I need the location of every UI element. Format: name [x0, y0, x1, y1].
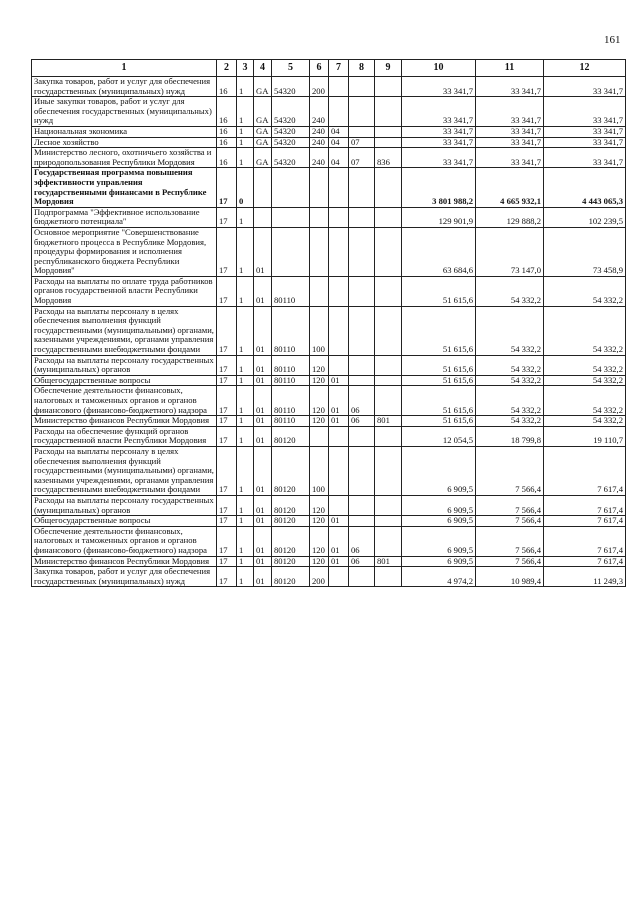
- table-row: [32, 276, 626, 306]
- code-cell: [329, 446, 349, 495]
- row-name: Расходы на обеспечение функций органов государственной власти Республики Мордовия: [32, 426, 217, 446]
- table-row: [32, 148, 626, 168]
- table-row: [32, 526, 626, 556]
- code-cell: 80110: [272, 276, 310, 306]
- code-cell: [375, 516, 402, 527]
- code-cell: 01: [329, 526, 349, 556]
- code-cell: 01: [329, 386, 349, 416]
- code-cell: 04: [329, 137, 349, 148]
- amount-cell: 18 799,8: [476, 426, 544, 446]
- code-cell: 1: [237, 375, 254, 386]
- amount-cell: 3 801 988,2: [402, 168, 476, 207]
- amount-cell: 33 341,7: [402, 97, 476, 127]
- amount-cell: 33 341,7: [402, 137, 476, 148]
- amount-cell: 73 147,0: [476, 227, 544, 276]
- column-header: 8: [349, 60, 375, 77]
- amount-cell: 33 341,7: [476, 137, 544, 148]
- code-cell: GA: [254, 126, 272, 137]
- code-cell: [349, 168, 375, 207]
- amount-cell: 33 341,7: [402, 126, 476, 137]
- amount-cell: 7 566,4: [476, 526, 544, 556]
- code-cell: 1: [237, 126, 254, 137]
- code-cell: [272, 227, 310, 276]
- code-cell: [375, 375, 402, 386]
- amount-cell: 54 332,2: [476, 375, 544, 386]
- code-cell: 06: [349, 556, 375, 567]
- code-cell: [375, 426, 402, 446]
- code-cell: 54320: [272, 137, 310, 148]
- code-cell: [329, 306, 349, 355]
- code-cell: 0: [237, 168, 254, 207]
- amount-cell: 33 341,7: [544, 137, 626, 148]
- code-cell: 17: [217, 416, 237, 427]
- table-row: [32, 556, 626, 567]
- amount-cell: 54 332,2: [544, 375, 626, 386]
- code-cell: 80110: [272, 416, 310, 427]
- code-cell: 120: [310, 386, 329, 416]
- code-cell: 80120: [272, 495, 310, 515]
- code-cell: 17: [217, 516, 237, 527]
- row-name: Основное мероприятие "Совершенствование бюджетного процесса в Республике Мордовия, процедуры формирования и исполнения республиканского бюджета Республики Мордовия": [32, 227, 217, 276]
- code-cell: 1: [237, 355, 254, 375]
- amount-cell: 51 615,6: [402, 355, 476, 375]
- amount-cell: 7 617,4: [544, 526, 626, 556]
- code-cell: [375, 227, 402, 276]
- code-cell: 240: [310, 137, 329, 148]
- code-cell: 01: [254, 355, 272, 375]
- code-cell: 17: [217, 276, 237, 306]
- code-cell: [375, 446, 402, 495]
- code-cell: 01: [254, 375, 272, 386]
- code-cell: [329, 567, 349, 587]
- code-cell: 17: [217, 386, 237, 416]
- code-cell: 80110: [272, 355, 310, 375]
- code-cell: 1: [237, 137, 254, 148]
- amount-cell: 6 909,5: [402, 526, 476, 556]
- amount-cell: 129 901,9: [402, 207, 476, 227]
- code-cell: [349, 227, 375, 276]
- code-cell: 80120: [272, 526, 310, 556]
- amount-cell: 54 332,2: [476, 355, 544, 375]
- row-name: Министерство финансов Республики Мордовия: [32, 556, 217, 567]
- code-cell: 54320: [272, 148, 310, 168]
- code-cell: [329, 355, 349, 375]
- code-cell: 16: [217, 148, 237, 168]
- code-cell: 01: [254, 446, 272, 495]
- amount-cell: 7 617,4: [544, 516, 626, 527]
- code-cell: [375, 137, 402, 148]
- code-cell: 04: [329, 148, 349, 168]
- code-cell: 100: [310, 306, 329, 355]
- code-cell: 01: [254, 556, 272, 567]
- code-cell: 120: [310, 556, 329, 567]
- amount-cell: 6 909,5: [402, 446, 476, 495]
- column-header: 2: [217, 60, 237, 77]
- code-cell: 07: [349, 137, 375, 148]
- code-cell: 80120: [272, 446, 310, 495]
- amount-cell: 73 458,9: [544, 227, 626, 276]
- code-cell: 80120: [272, 426, 310, 446]
- code-cell: [310, 276, 329, 306]
- column-header: 4: [254, 60, 272, 77]
- code-cell: 01: [254, 227, 272, 276]
- amount-cell: 7 617,4: [544, 556, 626, 567]
- amount-cell: 33 341,7: [544, 126, 626, 137]
- amount-cell: 33 341,7: [544, 97, 626, 127]
- amount-cell: 51 615,6: [402, 306, 476, 355]
- table-row: [32, 375, 626, 386]
- amount-cell: 63 684,6: [402, 227, 476, 276]
- table-row: [32, 516, 626, 527]
- code-cell: 01: [329, 375, 349, 386]
- table-row: [32, 126, 626, 137]
- code-cell: 240: [310, 126, 329, 137]
- code-cell: 120: [310, 495, 329, 515]
- amount-cell: 12 054,5: [402, 426, 476, 446]
- code-cell: 17: [217, 567, 237, 587]
- code-cell: 17: [217, 355, 237, 375]
- code-cell: [329, 276, 349, 306]
- row-name: Расходы на выплаты персоналу государственных (муниципальных) органов: [32, 355, 217, 375]
- code-cell: [349, 97, 375, 127]
- code-cell: [349, 446, 375, 495]
- code-cell: [375, 386, 402, 416]
- amount-cell: 54 332,2: [476, 306, 544, 355]
- code-cell: 1: [237, 306, 254, 355]
- header-row: [32, 60, 626, 77]
- code-cell: 17: [217, 556, 237, 567]
- code-cell: 01: [254, 426, 272, 446]
- code-cell: 80120: [272, 567, 310, 587]
- column-header: 7: [329, 60, 349, 77]
- code-cell: [349, 567, 375, 587]
- code-cell: 1: [237, 227, 254, 276]
- code-cell: 200: [310, 567, 329, 587]
- code-cell: [329, 227, 349, 276]
- amount-cell: 6 909,5: [402, 556, 476, 567]
- code-cell: GA: [254, 137, 272, 148]
- code-cell: 80120: [272, 556, 310, 567]
- code-cell: 17: [217, 227, 237, 276]
- amount-cell: 33 341,7: [476, 126, 544, 137]
- row-name: Государственная программа повышения эффективности управления государственными финансами в Республике Мордовия: [32, 168, 217, 207]
- code-cell: [375, 97, 402, 127]
- code-cell: 80120: [272, 516, 310, 527]
- code-cell: 17: [217, 495, 237, 515]
- table-row: [32, 207, 626, 227]
- code-cell: 1: [237, 526, 254, 556]
- code-cell: 01: [254, 567, 272, 587]
- code-cell: 801: [375, 556, 402, 567]
- code-cell: 04: [329, 126, 349, 137]
- code-cell: [375, 355, 402, 375]
- code-cell: 01: [254, 526, 272, 556]
- code-cell: 80110: [272, 386, 310, 416]
- amount-cell: 33 341,7: [402, 77, 476, 97]
- code-cell: 120: [310, 526, 329, 556]
- code-cell: [349, 207, 375, 227]
- code-cell: 801: [375, 416, 402, 427]
- table-row: [32, 77, 626, 97]
- row-name: Расходы на выплаты персоналу государственных (муниципальных) органов: [32, 495, 217, 515]
- code-cell: 1: [237, 97, 254, 127]
- code-cell: [349, 426, 375, 446]
- column-header: 6: [310, 60, 329, 77]
- row-name: Министерство лесного, охотничьего хозяйства и природопользования Республики Мордовия: [32, 148, 217, 168]
- amount-cell: 6 909,5: [402, 516, 476, 527]
- code-cell: 54320: [272, 97, 310, 127]
- code-cell: [349, 276, 375, 306]
- code-cell: 1: [237, 386, 254, 416]
- amount-cell: 51 615,6: [402, 276, 476, 306]
- budget-table: [31, 59, 626, 587]
- amount-cell: 7 566,4: [476, 516, 544, 527]
- code-cell: 01: [254, 516, 272, 527]
- code-cell: 1: [237, 567, 254, 587]
- code-cell: 01: [254, 495, 272, 515]
- code-cell: [349, 306, 375, 355]
- amount-cell: 33 341,7: [476, 148, 544, 168]
- amount-cell: 4 665 932,1: [476, 168, 544, 207]
- code-cell: 01: [254, 416, 272, 427]
- code-cell: 1: [237, 276, 254, 306]
- code-cell: 17: [217, 526, 237, 556]
- row-name: Национальная экономика: [32, 126, 217, 137]
- code-cell: [375, 526, 402, 556]
- amount-cell: 19 110,7: [544, 426, 626, 446]
- amount-cell: 51 615,6: [402, 375, 476, 386]
- code-cell: [329, 426, 349, 446]
- row-name: Подпрограмма "Эффективное использование бюджетного потенциала": [32, 207, 217, 227]
- amount-cell: 54 332,2: [476, 276, 544, 306]
- code-cell: 1: [237, 556, 254, 567]
- amount-cell: 129 888,2: [476, 207, 544, 227]
- code-cell: 06: [349, 526, 375, 556]
- code-cell: 120: [310, 355, 329, 375]
- table-row: [32, 355, 626, 375]
- column-header: 5: [272, 60, 310, 77]
- code-cell: 01: [254, 306, 272, 355]
- code-cell: 240: [310, 148, 329, 168]
- code-cell: [272, 207, 310, 227]
- amount-cell: 7 566,4: [476, 446, 544, 495]
- code-cell: 120: [310, 375, 329, 386]
- code-cell: [349, 495, 375, 515]
- code-cell: [375, 306, 402, 355]
- amount-cell: 7 617,4: [544, 495, 626, 515]
- row-name: Расходы на выплаты по оплате труда работников органов государственной власти Республики Мордовия: [32, 276, 217, 306]
- table-row: [32, 168, 626, 207]
- amount-cell: 4 443 065,3: [544, 168, 626, 207]
- code-cell: [375, 567, 402, 587]
- table-row: [32, 137, 626, 148]
- row-name: Общегосударственные вопросы: [32, 375, 217, 386]
- table-row: [32, 446, 626, 495]
- code-cell: 16: [217, 126, 237, 137]
- code-cell: [349, 126, 375, 137]
- code-cell: 17: [217, 168, 237, 207]
- row-name: Расходы на выплаты персоналу в целях обеспечения выполнения функций государственными (муниципальными) органами, казенными учреждениями, органами управления государственными внебюджетными фондами: [32, 446, 217, 495]
- amount-cell: 54 332,2: [476, 386, 544, 416]
- code-cell: [375, 77, 402, 97]
- code-cell: 17: [217, 446, 237, 495]
- code-cell: 1: [237, 148, 254, 168]
- code-cell: 06: [349, 416, 375, 427]
- code-cell: 100: [310, 446, 329, 495]
- code-cell: 240: [310, 97, 329, 127]
- code-cell: 1: [237, 446, 254, 495]
- amount-cell: 54 332,2: [476, 416, 544, 427]
- code-cell: [349, 355, 375, 375]
- code-cell: 1: [237, 495, 254, 515]
- table-row: [32, 97, 626, 127]
- amount-cell: 33 341,7: [544, 148, 626, 168]
- code-cell: 54320: [272, 126, 310, 137]
- code-cell: 01: [254, 276, 272, 306]
- column-header: 9: [375, 60, 402, 77]
- code-cell: [375, 495, 402, 515]
- code-cell: [375, 276, 402, 306]
- amount-cell: 33 341,7: [402, 148, 476, 168]
- code-cell: [310, 168, 329, 207]
- table-row: [32, 416, 626, 427]
- code-cell: 01: [254, 386, 272, 416]
- code-cell: 17: [217, 207, 237, 227]
- code-cell: 120: [310, 416, 329, 427]
- table-row: [32, 227, 626, 276]
- row-name: Обеспечение деятельности финансовых, налоговых и таможенных органов и органов финансового (финансово-бюджетного) надзора: [32, 526, 217, 556]
- amount-cell: 10 989,4: [476, 567, 544, 587]
- code-cell: 01: [329, 416, 349, 427]
- code-cell: 17: [217, 306, 237, 355]
- code-cell: [349, 516, 375, 527]
- row-name: Закупка товаров, работ и услуг для обеспечения государственных (муниципальных) нужд: [32, 567, 217, 587]
- code-cell: 17: [217, 426, 237, 446]
- amount-cell: 54 332,2: [544, 276, 626, 306]
- code-cell: [254, 168, 272, 207]
- amount-cell: 11 249,3: [544, 567, 626, 587]
- column-header: 3: [237, 60, 254, 77]
- code-cell: [329, 207, 349, 227]
- row-name: Обеспечение деятельности финансовых, налоговых и таможенных органов и органов финансового (финансово-бюджетного) надзора: [32, 386, 217, 416]
- table-row: [32, 386, 626, 416]
- amount-cell: 33 341,7: [476, 77, 544, 97]
- code-cell: 16: [217, 137, 237, 148]
- code-cell: 80110: [272, 375, 310, 386]
- code-cell: 1: [237, 77, 254, 97]
- code-cell: GA: [254, 77, 272, 97]
- amount-cell: 4 974,2: [402, 567, 476, 587]
- code-cell: 07: [349, 148, 375, 168]
- code-cell: 1: [237, 516, 254, 527]
- amount-cell: 102 239,5: [544, 207, 626, 227]
- code-cell: [329, 77, 349, 97]
- code-cell: [310, 227, 329, 276]
- code-cell: 120: [310, 516, 329, 527]
- amount-cell: 7 617,4: [544, 446, 626, 495]
- code-cell: GA: [254, 148, 272, 168]
- code-cell: [329, 495, 349, 515]
- table-body: [32, 77, 626, 587]
- amount-cell: 7 566,4: [476, 495, 544, 515]
- row-name: Министерство финансов Республики Мордовия: [32, 416, 217, 427]
- amount-cell: 54 332,2: [544, 386, 626, 416]
- code-cell: 1: [237, 416, 254, 427]
- code-cell: 16: [217, 77, 237, 97]
- code-cell: 1: [237, 426, 254, 446]
- row-name: Закупка товаров, работ и услуг для обеспечения государственных (муниципальных) нужд: [32, 77, 217, 97]
- code-cell: 16: [217, 97, 237, 127]
- code-cell: [329, 168, 349, 207]
- row-name: Иные закупки товаров, работ и услуг для обеспечения государственных (муниципальных) нужд: [32, 97, 217, 127]
- code-cell: 1: [237, 207, 254, 227]
- table-row: [32, 567, 626, 587]
- amount-cell: 33 341,7: [476, 97, 544, 127]
- code-cell: 54320: [272, 77, 310, 97]
- code-cell: [349, 77, 375, 97]
- amount-cell: 6 909,5: [402, 495, 476, 515]
- column-header: 11: [476, 60, 544, 77]
- amount-cell: 33 341,7: [544, 77, 626, 97]
- code-cell: 836: [375, 148, 402, 168]
- code-cell: 200: [310, 77, 329, 97]
- code-cell: [375, 168, 402, 207]
- code-cell: [375, 126, 402, 137]
- code-cell: [329, 97, 349, 127]
- row-name: Лесное хозяйство: [32, 137, 217, 148]
- amount-cell: 51 615,6: [402, 416, 476, 427]
- table-row: [32, 306, 626, 355]
- code-cell: [272, 168, 310, 207]
- row-name: Общегосударственные вопросы: [32, 516, 217, 527]
- column-header: 1: [32, 60, 217, 77]
- code-cell: 17: [217, 375, 237, 386]
- code-cell: [375, 207, 402, 227]
- table-row: [32, 426, 626, 446]
- code-cell: [310, 207, 329, 227]
- amount-cell: 51 615,6: [402, 386, 476, 416]
- column-header: 12: [544, 60, 626, 77]
- amount-cell: 54 332,2: [544, 355, 626, 375]
- amount-cell: 7 566,4: [476, 556, 544, 567]
- row-name: Расходы на выплаты персоналу в целях обеспечения выполнения функций государственными (муниципальными) органами, казенными учреждениями, органами управления государственными внебюджетными фондами: [32, 306, 217, 355]
- page-number: 161: [604, 34, 621, 46]
- code-cell: [254, 207, 272, 227]
- code-cell: [349, 375, 375, 386]
- code-cell: 06: [349, 386, 375, 416]
- amount-cell: 54 332,2: [544, 416, 626, 427]
- amount-cell: 54 332,2: [544, 306, 626, 355]
- code-cell: 01: [329, 516, 349, 527]
- code-cell: 80110: [272, 306, 310, 355]
- code-cell: 01: [329, 556, 349, 567]
- code-cell: [310, 426, 329, 446]
- column-header: 10: [402, 60, 476, 77]
- table-row: [32, 495, 626, 515]
- code-cell: GA: [254, 97, 272, 127]
